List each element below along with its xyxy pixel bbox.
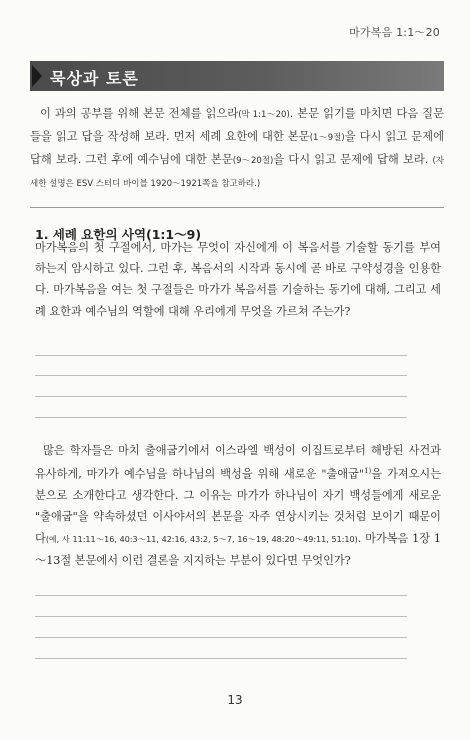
question-2-refs: (예, 사 11:11～16, 40:3～11, 42:16, 43:2, 5～7, 16～19, 48:20～49:11, 51:10) — [45, 534, 358, 544]
question-2-text — [35, 440, 441, 571]
footnote-mark: 1) — [364, 467, 372, 476]
answer-line[interactable] — [35, 417, 407, 418]
question-2-text-1: 많은 학자들은 마치 출애굽기에서 이스라엘 백성이 이집트로부터 해방된 사건과 유사하게, 마가가 예수님을 하나님의 백성을 위해 새로운 "출애굽" — [35, 444, 441, 481]
intro-text-4: 을 다시 읽고 문제에 답해 보라. — [273, 153, 429, 166]
question-1-text: 마가복음의 첫 구절에서, 마가는 무엇이 자신에게 이 복음서를 기술할 동기를 부여하는지 암시하고 있다. 그런 후, 복음서의 시작과 동시에 곧 바로 구약성경을 인용한다. 마가복음을 여는 첫 구절들은 마가가 복음서를 기술하는 동기에 대해, 그리고 세례 요한과 예수님의 역할에 대해 우리에게 무엇을 가르쳐 주는가? — [35, 241, 441, 318]
answer-line[interactable] — [35, 375, 407, 376]
question-2-text-2: 을 가져오시는 분으로 소개한다고 생각한다. 그 이유는 마가가 하나님이 자기 백성들에게 새로운 "출애굽"을 약속하셨던 이사야서의 본문을 자주 연상시키는 것처럼 보이기 때문이다 — [35, 467, 441, 545]
page-number: 13 — [227, 693, 243, 707]
intro-ref-3: (9～20절) — [232, 156, 274, 166]
answer-line[interactable] — [35, 595, 407, 596]
intro-text-3: 을 다시 읽고 문제에 답해 보라. 그런 후에 예수님에 대한 본문 — [30, 130, 444, 166]
section-title-bar — [30, 61, 444, 91]
section-title: 묵상과 토론 — [50, 69, 139, 88]
intro-ref-2: (1～9절) — [309, 133, 345, 143]
intro-note: (자세한 설명은 ESV 스터디 바이블 1920～1921쪽을 참고하라.) — [30, 156, 444, 189]
intro-paragraph — [30, 103, 444, 195]
answer-line[interactable] — [35, 637, 407, 638]
answer-line[interactable] — [35, 396, 407, 397]
question-1-heading: 1. 세례 요한의 사역(1:1～9) — [35, 227, 202, 242]
question-2-text-3: . 마가복음 1장 1～13절 본문에서 이런 결론을 지지하는 부분이 있다면 무엇인가? — [35, 531, 442, 567]
arrow-icon — [32, 65, 42, 87]
divider — [30, 207, 444, 208]
answer-line[interactable] — [35, 355, 407, 356]
running-head: 마가복음 1:1～20 — [349, 26, 440, 39]
answer-line[interactable] — [35, 658, 407, 659]
intro-text-1: 이 과의 공부를 위해 본문 전체를 읽으라 — [40, 107, 239, 120]
intro-ref-1: (막 1:1～20) — [238, 110, 290, 120]
answer-line[interactable] — [35, 616, 407, 617]
intro-text-2: . 본문 읽기를 마치면 다음 질문들을 읽고 답을 작성해 보라. 먼저 세례 요한에 대한 본문 — [30, 107, 444, 143]
